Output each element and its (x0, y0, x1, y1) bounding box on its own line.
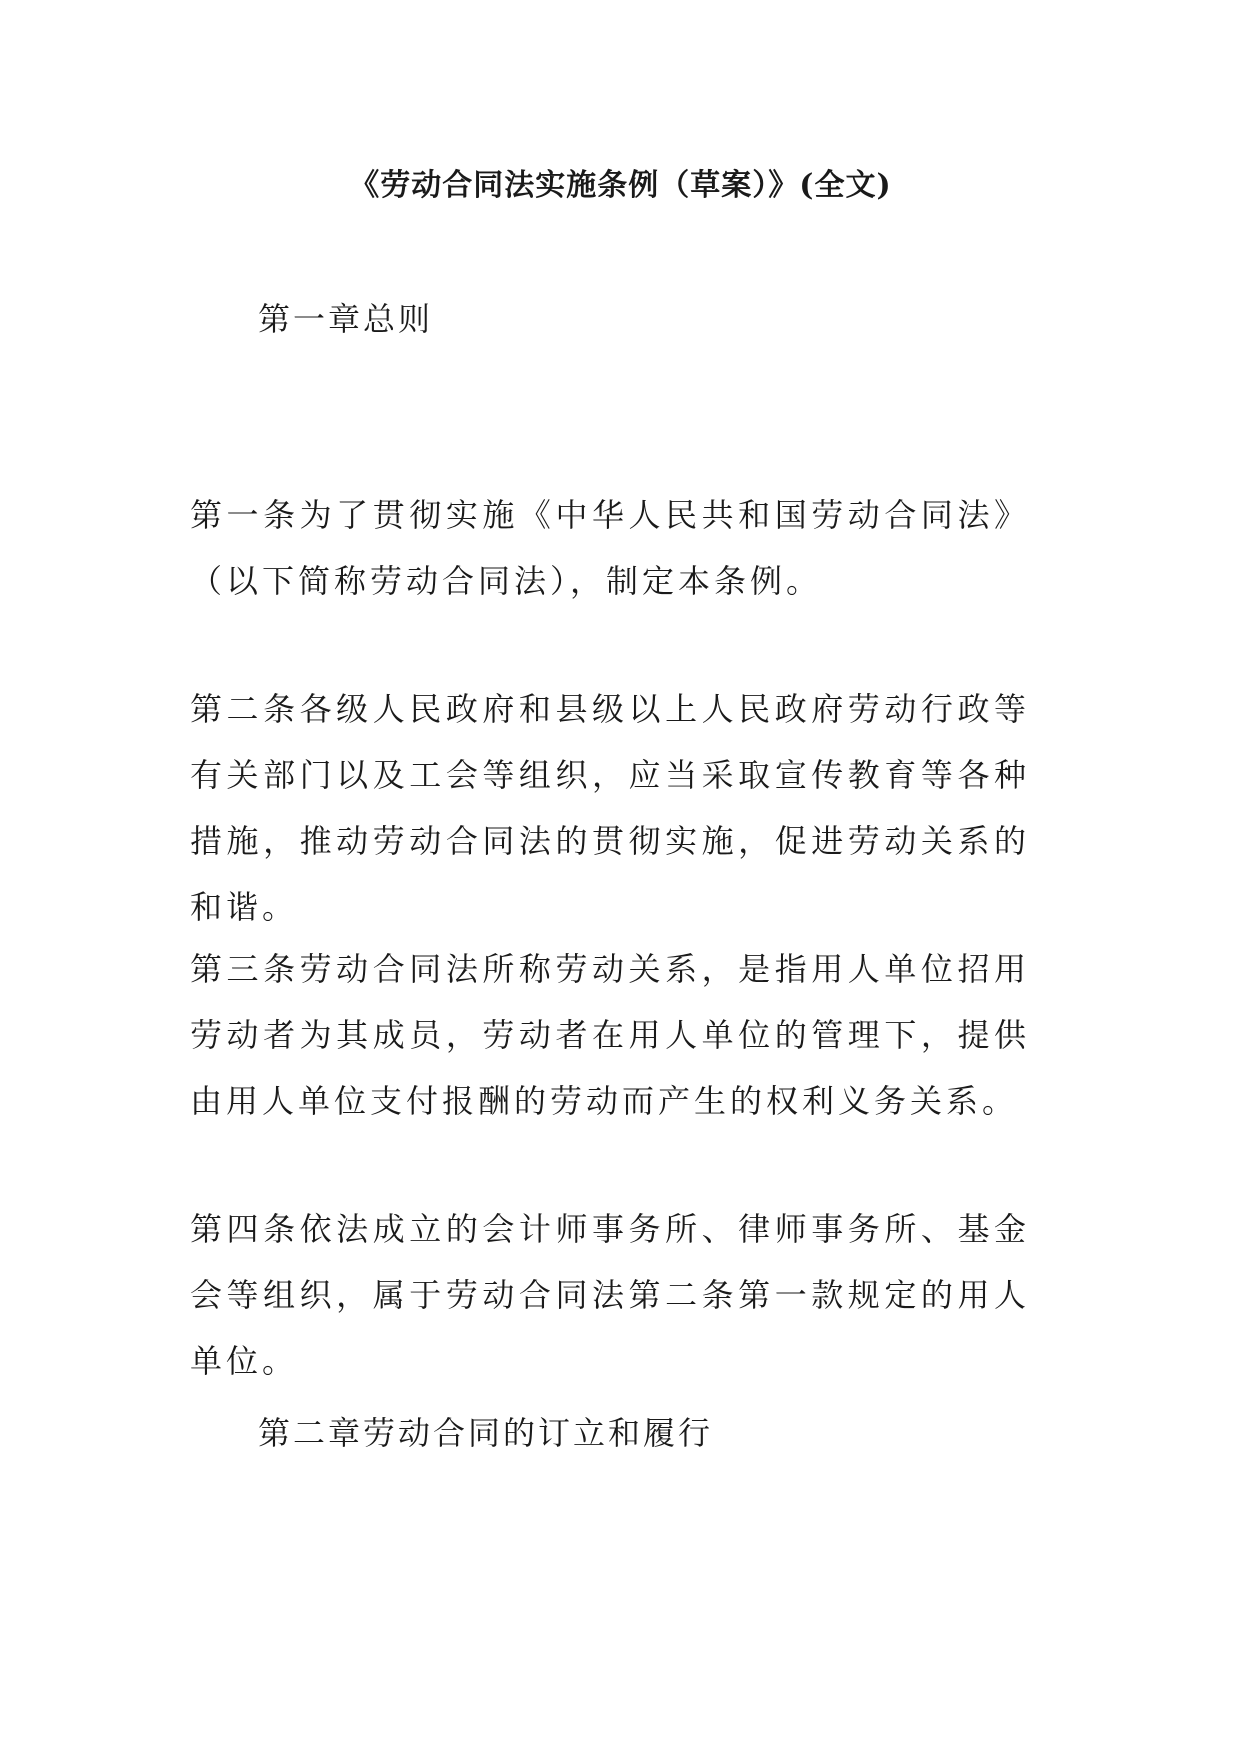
article-2: 第二条各级人民政府和县级以上人民政府劳动行政等有关部门以及工会等组织，应当采取宣传教育等各种措施，推动劳动合同法的贯彻实施，促进劳动关系的和谐。 (190, 690, 1030, 926)
article-4: 第四条依法成立的会计师事务所、律师事务所、基金会等组织，属于劳动合同法第二条第一款规定的用人单位。 (190, 1210, 1030, 1380)
article-3: 第三条劳动合同法所称劳动关系，是指用人单位招用劳动者为其成员，劳动者在用人单位的管理下，提供由用人单位支付报酬的劳动而产生的权利义务关系。 (190, 950, 1030, 1120)
chapter-heading-1: 第一章总则 (258, 300, 434, 338)
document-title: 《劳动合同法实施条例（草案）》(全文) (349, 168, 892, 203)
article-1: 第一条为了贯彻实施《中华人民共和国劳动合同法》（以下简称劳动合同法），制定本条例。 (190, 496, 1030, 600)
chapter-heading-2: 第二章劳动合同的订立和履行 (258, 1414, 714, 1452)
